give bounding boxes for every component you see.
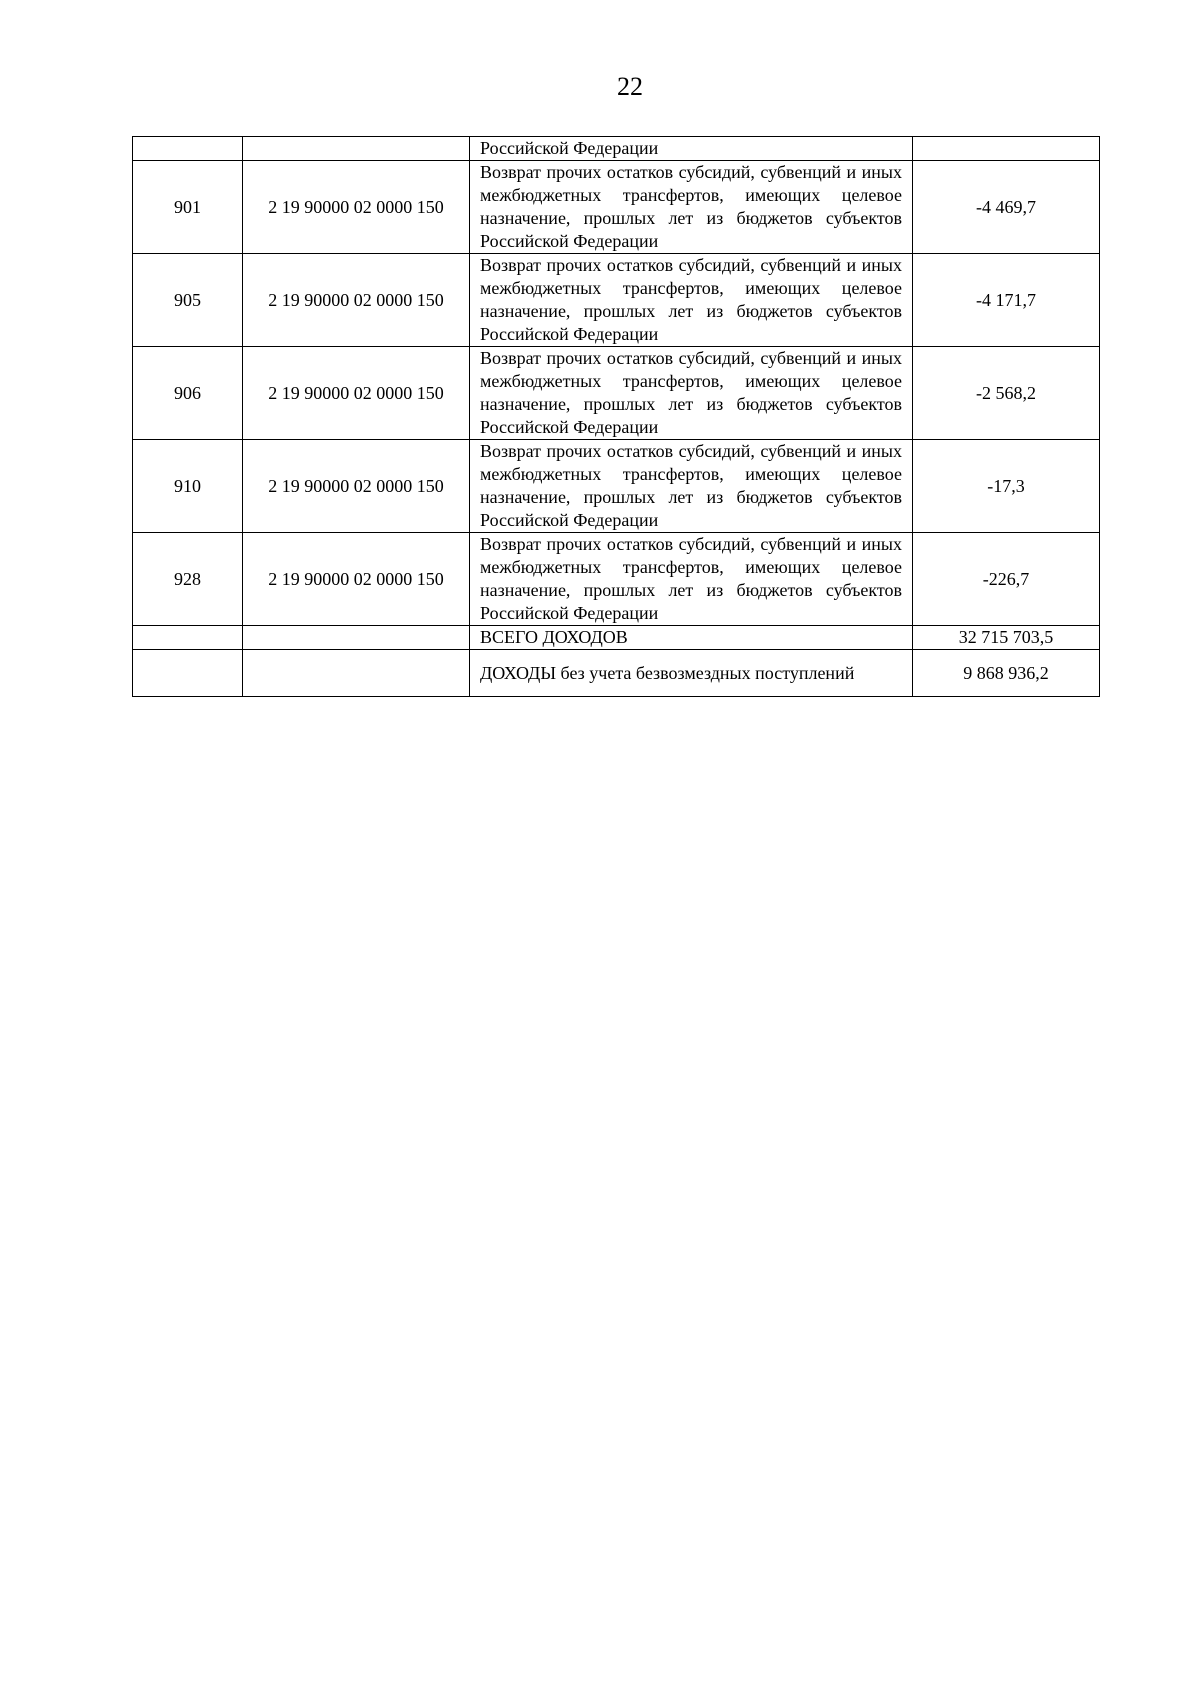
admin-code-cell: 910 bbox=[133, 440, 243, 533]
amount-cell: -4 469,7 bbox=[913, 161, 1100, 254]
revenue-name-cell: Возврат прочих остатков субсидий, субвенций и иных межбюджетных трансфертов, имеющих целевое назначение, прошлых лет из бюджетов субъектов Российской Федерации bbox=[470, 347, 913, 440]
budget-code-cell bbox=[243, 626, 470, 650]
total-amount-cell: 32 715 703,5 bbox=[913, 626, 1100, 650]
admin-code-cell: 905 bbox=[133, 254, 243, 347]
table-row bbox=[133, 254, 1100, 347]
table-row bbox=[133, 161, 1100, 254]
amount-cell bbox=[913, 137, 1100, 161]
budget-code-cell: 2 19 90000 02 0000 150 bbox=[243, 254, 470, 347]
admin-code-cell: 901 bbox=[133, 161, 243, 254]
table-row-continuation bbox=[133, 137, 1100, 161]
table-row bbox=[133, 440, 1100, 533]
summary-amount-cell: 9 868 936,2 bbox=[913, 650, 1100, 697]
revenue-name-cell: Возврат прочих остатков субсидий, субвенций и иных межбюджетных трансфертов, имеющих целевое назначение, прошлых лет из бюджетов субъектов Российской Федерации bbox=[470, 161, 913, 254]
summary-label-cell: ДОХОДЫ без учета безвозмездных поступлений bbox=[470, 650, 913, 697]
table-row bbox=[133, 533, 1100, 626]
total-row bbox=[133, 626, 1100, 650]
budget-code-cell bbox=[243, 650, 470, 697]
admin-code-cell bbox=[133, 626, 243, 650]
table-row bbox=[133, 347, 1100, 440]
revenue-name-cell: Возврат прочих остатков субсидий, субвенций и иных межбюджетных трансфертов, имеющих целевое назначение, прошлых лет из бюджетов субъектов Российской Федерации bbox=[470, 440, 913, 533]
summary-row bbox=[133, 650, 1100, 697]
amount-cell: -17,3 bbox=[913, 440, 1100, 533]
amount-cell: -2 568,2 bbox=[913, 347, 1100, 440]
budget-code-cell: 2 19 90000 02 0000 150 bbox=[243, 347, 470, 440]
admin-code-cell: 928 bbox=[133, 533, 243, 626]
amount-cell: -4 171,7 bbox=[913, 254, 1100, 347]
admin-code-cell: 906 bbox=[133, 347, 243, 440]
revenue-name-cell: Возврат прочих остатков субсидий, субвенций и иных межбюджетных трансфертов, имеющих целевое назначение, прошлых лет из бюджетов субъектов Российской Федерации bbox=[470, 533, 913, 626]
budget-code-cell: 2 19 90000 02 0000 150 bbox=[243, 440, 470, 533]
revenue-table bbox=[132, 136, 1100, 697]
page-number: 22 bbox=[617, 72, 643, 101]
admin-code-cell bbox=[133, 137, 243, 161]
budget-code-cell: 2 19 90000 02 0000 150 bbox=[243, 161, 470, 254]
admin-code-cell bbox=[133, 650, 243, 697]
revenue-name-cell: Российской Федерации bbox=[470, 137, 913, 161]
budget-code-cell bbox=[243, 137, 470, 161]
total-label-cell: ВСЕГО ДОХОДОВ bbox=[470, 626, 913, 650]
revenue-name-cell: Возврат прочих остатков субсидий, субвенций и иных межбюджетных трансфертов, имеющих целевое назначение, прошлых лет из бюджетов субъектов Российской Федерации bbox=[470, 254, 913, 347]
budget-code-cell: 2 19 90000 02 0000 150 bbox=[243, 533, 470, 626]
amount-cell: -226,7 bbox=[913, 533, 1100, 626]
